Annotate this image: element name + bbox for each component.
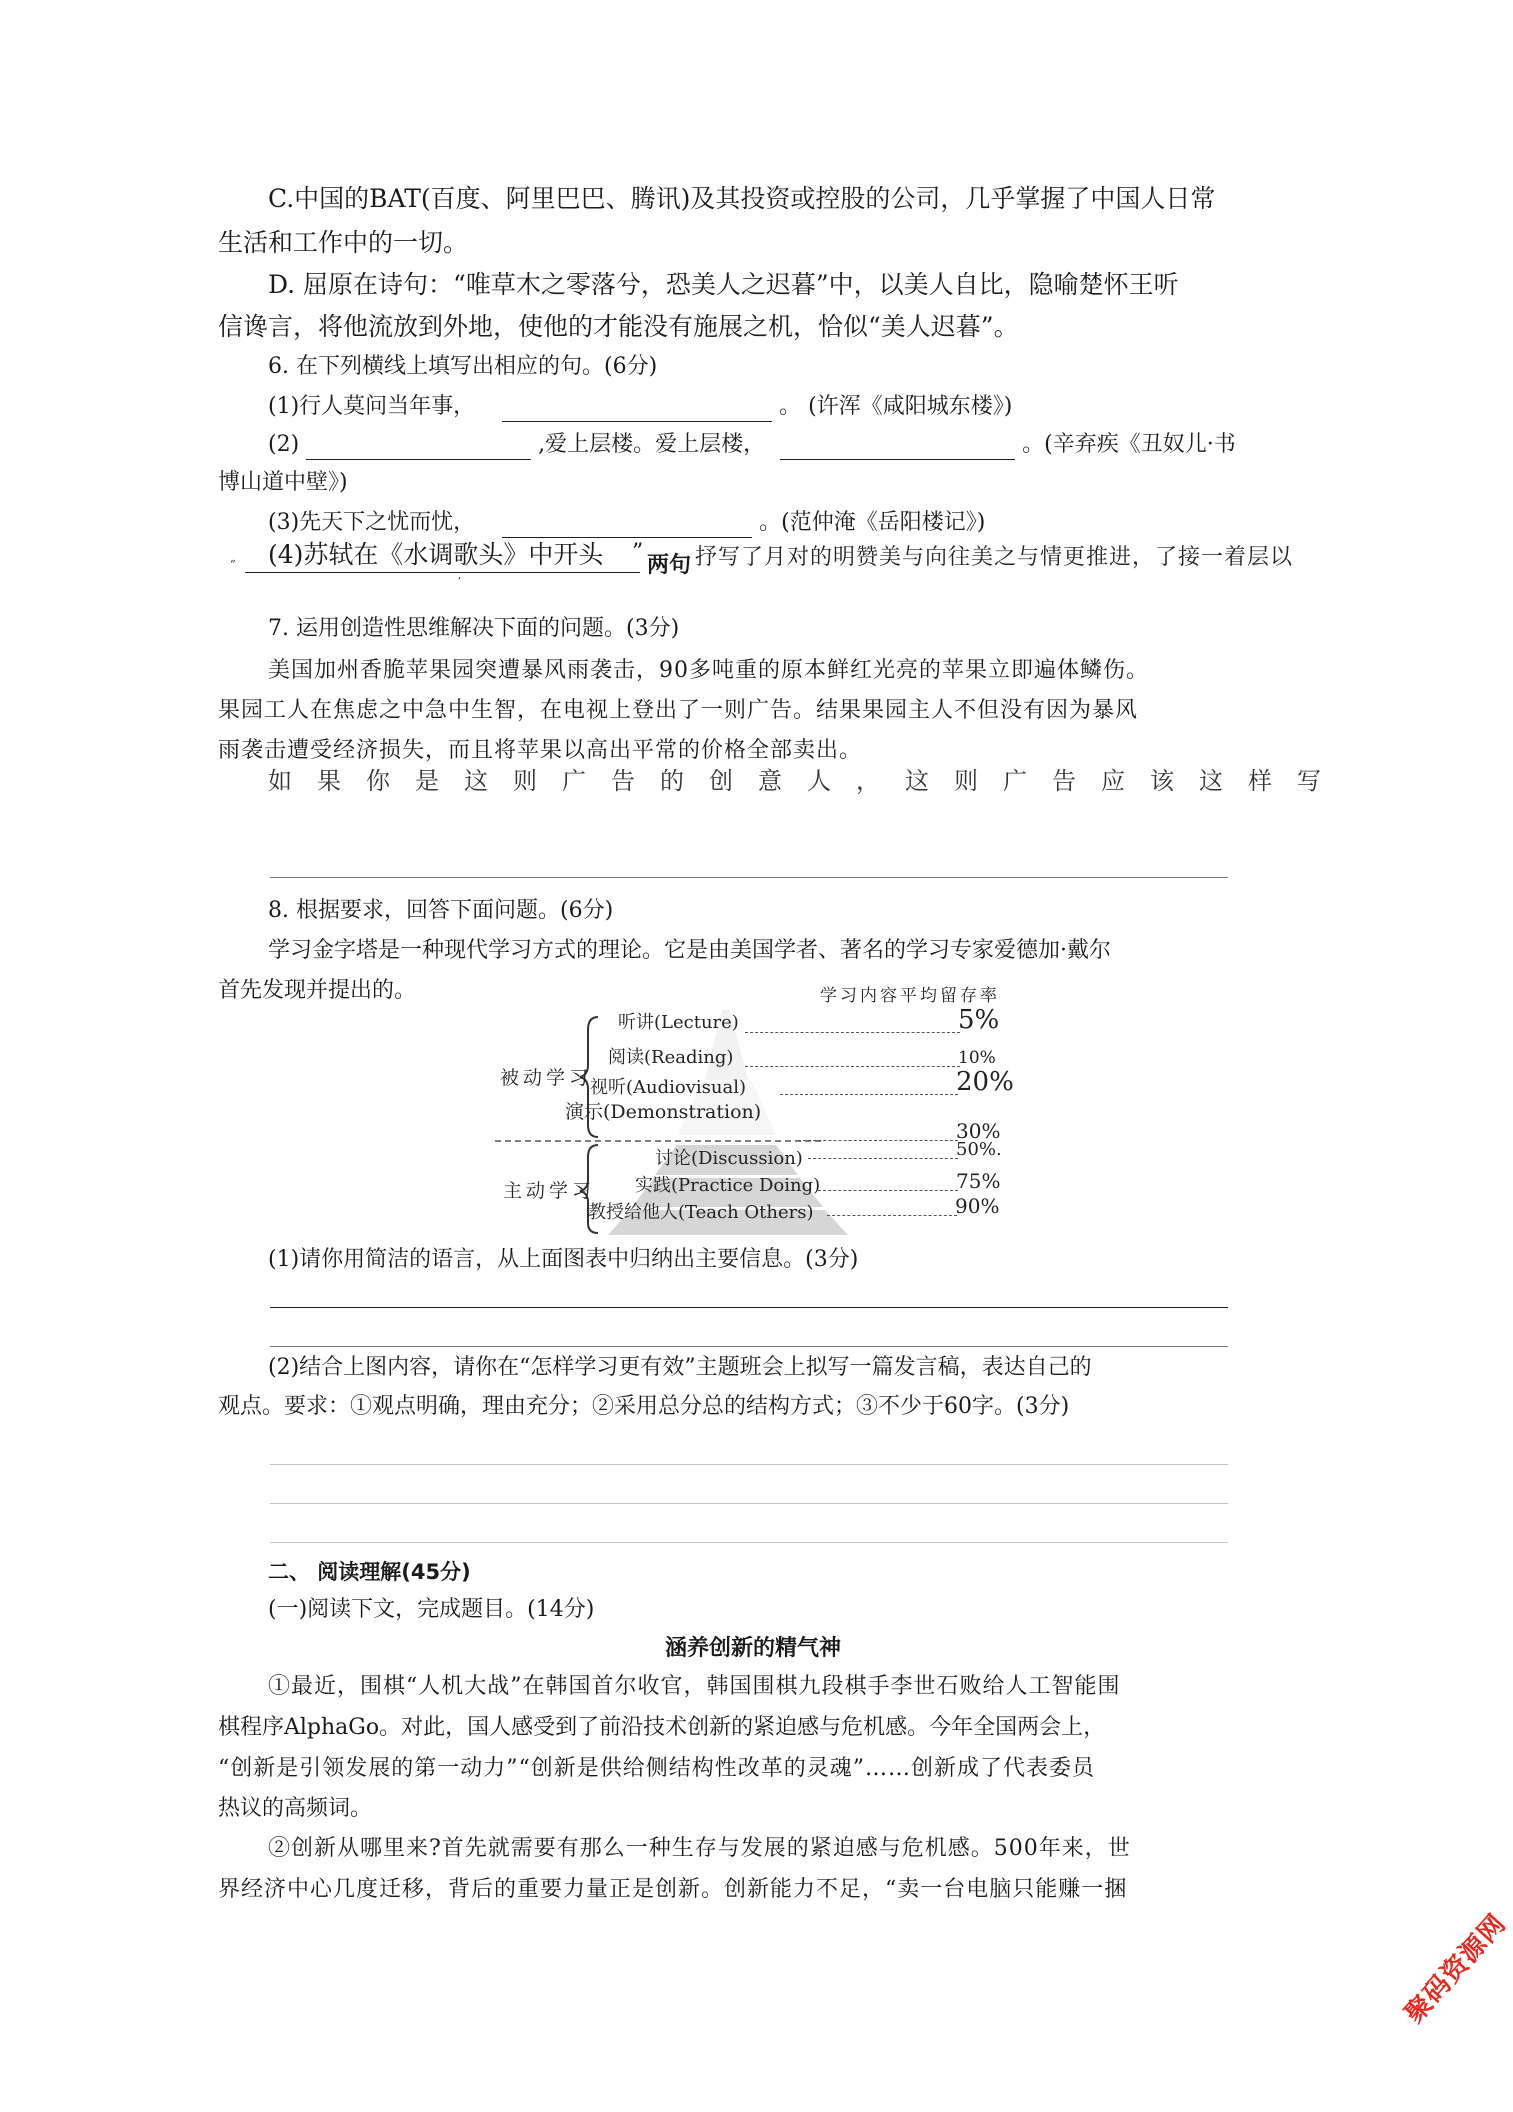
q8-sub2-answer-line-1[interactable] bbox=[270, 1464, 1228, 1465]
q8-sub2-answer-line-2[interactable] bbox=[270, 1503, 1228, 1504]
retention-rate-label: 75% bbox=[956, 1169, 1001, 1193]
q8-intro-line1: 学习金字塔是一种现代学习方式的理论。它是由美国学者、著名的学习专家爱德加·戴尔 bbox=[268, 938, 1111, 963]
retention-rate-label: 30% bbox=[956, 1119, 1001, 1143]
retention-rate-label: 20% bbox=[956, 1067, 1014, 1097]
retention-leader-line bbox=[827, 1215, 957, 1216]
q8-sub1-answer-line-1[interactable] bbox=[270, 1307, 1228, 1308]
article-p2-line1: ②创新从哪里来?首先就需要有那么一种生存与发展的紧迫感与危机感。500年来，世 bbox=[268, 1836, 1131, 1861]
q7-para-line2: 果园工人在焦虑之中急中生智，在电视上登出了一则广告。结果果园主人不但没有因为暴风 bbox=[218, 698, 1139, 723]
pyramid-item-label: 视听(Audiovisual) bbox=[590, 1077, 746, 1098]
group-label-active: 主动学习 bbox=[503, 1180, 596, 1202]
article-title: 涵养创新的精气神 bbox=[665, 1636, 842, 1661]
option-c-line1: C.中国的BAT(百度、阿里巴巴、腾讯)及其投资或控股的公司，几乎掌握了中国人日常 bbox=[268, 184, 1216, 213]
q7-para-line3: 雨袭击遭受经济损失，而且将苹果以高出平常的价格全部卖出。 bbox=[218, 738, 863, 763]
retention-leader-line bbox=[745, 1066, 960, 1067]
article-p1-line4: 热议的高频词。 bbox=[218, 1796, 373, 1821]
section2-subheading: (一)阅读下文，完成题目。(14分) bbox=[268, 1597, 595, 1622]
q6-item1-suffix: 。 (许浑《咸阳城东楼》) bbox=[779, 394, 1013, 419]
article-p1-line1: ①最近，围棋“人机大战”在韩国首尔收官，韩国围棋九段棋手李世石败给人工智能围 bbox=[268, 1674, 1121, 1699]
q8-intro-line2: 首先发现并提出的。 bbox=[218, 978, 417, 1003]
retention-rate-label: 50%. bbox=[956, 1139, 1002, 1160]
article-p1-line3: “创新是引领发展的第一动力”“创新是供给侧结构性改革的灵魂”……创新成了代表委员 bbox=[218, 1756, 1095, 1781]
watermark-stamp: 聚码资源网 bbox=[1399, 1908, 1513, 2030]
retention-header: 学习内容平均留存率 bbox=[820, 986, 1000, 1006]
pyramid-item-label: 讨论(Discussion) bbox=[655, 1148, 803, 1169]
q7-para-line1: 美国加州香脆苹果园突遭暴风雨袭击，90多吨重的原本鲜红光亮的苹果立即遍体鳞伤。 bbox=[268, 658, 1149, 683]
q6-item4-bold-text: 两句 bbox=[647, 553, 692, 578]
q6-item2-answer-blank-1[interactable] bbox=[306, 433, 531, 460]
q6-item4-answer-blank[interactable] bbox=[245, 572, 640, 573]
q6-item2-answer-blank-2[interactable] bbox=[780, 433, 1015, 460]
pyramid-item-label: 教授给他人(Teach Others) bbox=[588, 1202, 814, 1223]
option-d-line1: D. 屈原在诗句：“唯草木之零落兮，恐美人之迟暮”中，以美人自比，隐喻楚怀王听 bbox=[268, 270, 1179, 299]
q6-item4-prefix: (4)苏轼在《水调歌头》中开头 bbox=[268, 540, 604, 569]
q6-item4-small-mark: , bbox=[458, 570, 462, 581]
q7-title: 7. 运用创造性思维解决下面的问题。(3分) bbox=[268, 616, 680, 641]
q6-item2-mid: ,爱上层楼。爱上层楼， bbox=[538, 432, 766, 457]
q8-sub2-line1: (2)结合上图内容，请你在“怎样学习更有效”主题班会上拟写一篇发言稿，表达自己的 bbox=[268, 1355, 1092, 1380]
pyramid-item-label: 实践(Practice Doing) bbox=[635, 1175, 821, 1196]
pyramid-item-label: 听讲(Lecture) bbox=[618, 1012, 739, 1033]
option-c-line2: 生活和工作中的一切。 bbox=[218, 228, 469, 257]
q7-prompt: 如果你是这则广告的创意人，这则广告应该这样写 bbox=[268, 767, 1346, 795]
article-p1-line2: 棋程序AlphaGo。对此，国人感受到了前沿技术创新的紧迫感与危机感。今年全国两会上， bbox=[218, 1715, 1106, 1740]
q6-item2 bbox=[268, 430, 1236, 460]
q8-sub1: (1)请你用简洁的语言，从上面图表中归纳出主要信息。(3分) bbox=[268, 1247, 859, 1272]
q6-item2-suffix: 。(辛弃疾《丑奴儿·书 bbox=[1022, 432, 1236, 457]
q6-item1-answer-blank[interactable] bbox=[502, 395, 772, 422]
q8-title: 8. 根据要求，回答下面问题。(6分) bbox=[268, 898, 614, 923]
q6-item3-prefix: (3)先天下之忧而忧， bbox=[268, 510, 476, 535]
q8-sub1-answer-line-2[interactable] bbox=[270, 1346, 1228, 1347]
article-p2-line2: 界经济中心几度迁移，背后的重要力量正是创新。创新能力不足，“卖一台电脑只能赚一捆 bbox=[218, 1877, 1128, 1902]
q6-item4-quote-open: “ bbox=[230, 558, 236, 571]
pyramid-item-label: 演示(Demonstration) bbox=[565, 1101, 762, 1123]
q7-answer-line[interactable] bbox=[270, 877, 1228, 878]
option-d-line2: 信谗言，将他流放到外地，使他的才能没有施展之机，恰似“美人迟暮”。 bbox=[218, 312, 1019, 341]
pyramid-item-label: 阅读(Reading) bbox=[608, 1047, 734, 1068]
q6-item4-garbled-text: 抒写了月对的明赞美与向往美之与情更推进，了接一着层以 bbox=[695, 545, 1294, 570]
retention-rate-label: 5% bbox=[958, 1005, 1000, 1035]
q6-item1-prefix: (1)行人莫问当年事， bbox=[268, 394, 476, 419]
retention-rate-label: 90% bbox=[955, 1194, 1000, 1218]
section2-heading: 二、 阅读理解(45分) bbox=[268, 1560, 471, 1584]
group-label-passive: 被动学习 bbox=[500, 1067, 593, 1089]
retention-leader-line bbox=[780, 1094, 958, 1095]
q6-item2-prefix: (2) bbox=[268, 432, 300, 457]
retention-leader-line bbox=[798, 1140, 958, 1141]
q6-item3-answer-blank[interactable] bbox=[502, 511, 752, 538]
learning-pyramid-chart bbox=[480, 985, 1060, 1235]
q8-sub2-answer-line-3[interactable] bbox=[270, 1542, 1228, 1543]
q6-item1 bbox=[268, 392, 1012, 422]
q6-item3-suffix: 。(范仲淹《岳阳楼记》) bbox=[759, 510, 986, 535]
q8-sub2-line2: 观点。要求：①观点明确，理由充分；②采用总分总的结构方式；③不少于60字。(3分) bbox=[218, 1394, 1070, 1419]
q6-title: 6. 在下列横线上填写出相应的句。(6分) bbox=[268, 354, 658, 379]
q6-item4-quote-close: ” bbox=[632, 540, 644, 565]
retention-leader-line bbox=[818, 1190, 958, 1191]
retention-leader-line bbox=[745, 1032, 960, 1033]
retention-leader-line bbox=[808, 1158, 958, 1159]
q6-item3 bbox=[268, 508, 985, 538]
retention-rate-label: 10% bbox=[958, 1048, 996, 1068]
q6-item2-cont: 博山道中壁》) bbox=[218, 470, 348, 495]
